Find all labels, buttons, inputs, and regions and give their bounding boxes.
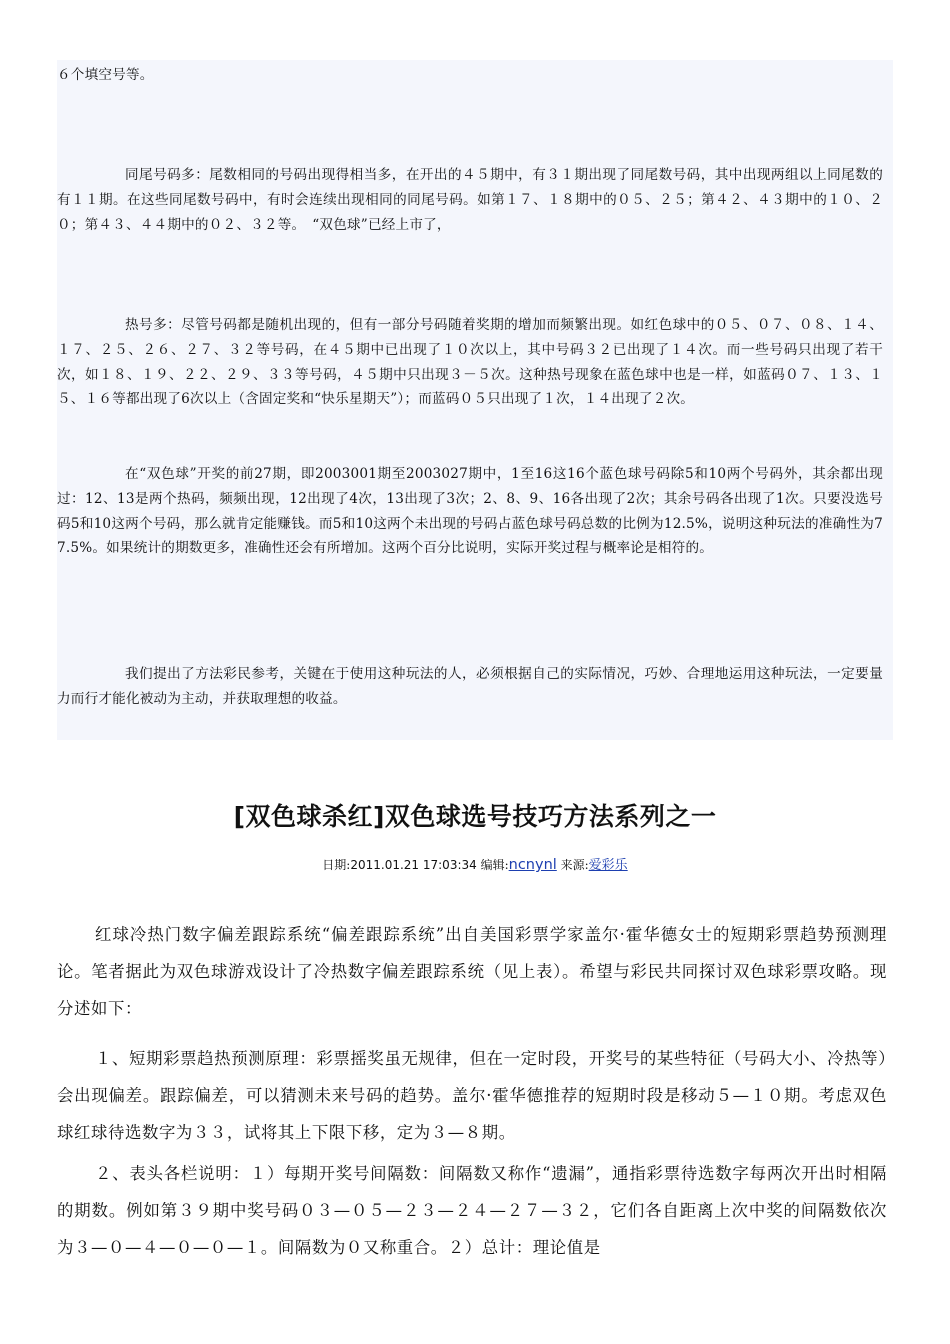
editor-label: 编辑:: [480, 858, 509, 872]
article-meta: [0, 854, 950, 873]
article-paragraph: ２、表头各栏说明：１）每期开奖号间隔数：间隔数又称作“遗漏”，通指彩票待选数字每两次开出时相隔的期数。例如第３９期中奖号码０３—０５—２３—２４—２７—３２，它们各自距离上次中奖的间隔数依次为３—０—４—０—０—１。间隔数为０又称重合。２）总计：理论值是: [57, 1164, 887, 1257]
paragraph-hot-numbers: 热号多：尽管号码都是随机出现的，但有一部分号码随着奖期的增加而频繁出现。如红色球中的０５、０７、０８、１４、１７、２５、２６、２７、３２等号码，在４５期中已出现了１０次以上，其中号码３２已出现了１４次。而一些号码只出现了若干次，如１８、１９、２２、２９、３３等号码，４５期中只出现３－５次。这种热号现象在蓝色球中也是一样，如蓝码０７、１３、１５、１６等都出现了6次以上（含固定奖和“快乐星期天”）；而蓝码０５只出现了１次，１４出现了２次。: [57, 317, 883, 408]
date-label: 日期:: [322, 858, 351, 872]
source-link[interactable]: 爱彩乐: [588, 858, 628, 873]
paragraph-blue-ball-stats: 在“双色球”开奖的前27期，即2003001期至2003027期中，1至16这16个蓝色球号码除5和10两个号码外，其余都出现过：12、13是两个热码，频频出现，12出现了4次，13出现了3次；2、8、9、16各出现了2次；其余号码各出现了1次。只要没选号码5和10这两个号码，那么就肯定能赚钱。而5和10这两个未出现的号码占蓝色球号码总数的比例为12.5%，说明这种玩法的准确性为77.5%。如果统计的期数更多，准确性还会有所增加。这两个百分比说明，实际开奖过程与概率论是相符的。: [57, 466, 883, 557]
article-title: [双色球杀红]双色球选号技巧方法系列之一: [233, 802, 717, 831]
article-paragraph: 红球冷热门数字偏差跟踪系统“偏差跟踪系统”出自美国彩票学家盖尔·霍华德女士的短期彩票趋势预测理论。笔者据此为双色球游戏设计了冷热数字偏差跟踪系统（见上表）。希望与彩民共同探讨双色球彩票攻略。现分述如下：: [57, 925, 887, 1018]
article-paragraph: １、短期彩票趋热预测原理：彩票摇奖虽无规律，但在一定时段，开奖号的某些特征（号码大小、冷热等）会出现偏差。跟踪偏差，可以猜测未来号码的趋势。盖尔·霍华德推荐的短期时段是移动５—１０期。考虑双色球红球待选数字为３３，试将其上下限下移，定为３—８期。: [57, 1049, 887, 1142]
paragraph-advice: 我们提出了方法彩民参考，关键在于使用这种玩法的人，必须根据自己的实际情况，巧妙、合理地运用这种玩法，一定要量力而行才能化被动为主动，并获取理想的收益。: [57, 666, 883, 707]
editor-link[interactable]: ncnynl: [508, 857, 557, 873]
paragraph-same-tail-numbers: 同尾号码多：尾数相同的号码出现得相当多，在开出的４５期中，有３１期出现了同尾数号码，其中出现两组以上同尾数的有１１期。在这些同尾数号码中，有时会连续出现相同的同尾号码。如第１７、１８期中的０５、２５；第４２、４３期中的１０、２０；第４３、４４期中的０２、３２等。 “双色球”已经上市了，: [57, 167, 883, 233]
article-date: 2011.01.21 17:03:34: [350, 858, 477, 872]
source-label: 来源:: [560, 858, 589, 872]
paragraph-fill-numbers: ６个填空号等。: [57, 67, 154, 83]
